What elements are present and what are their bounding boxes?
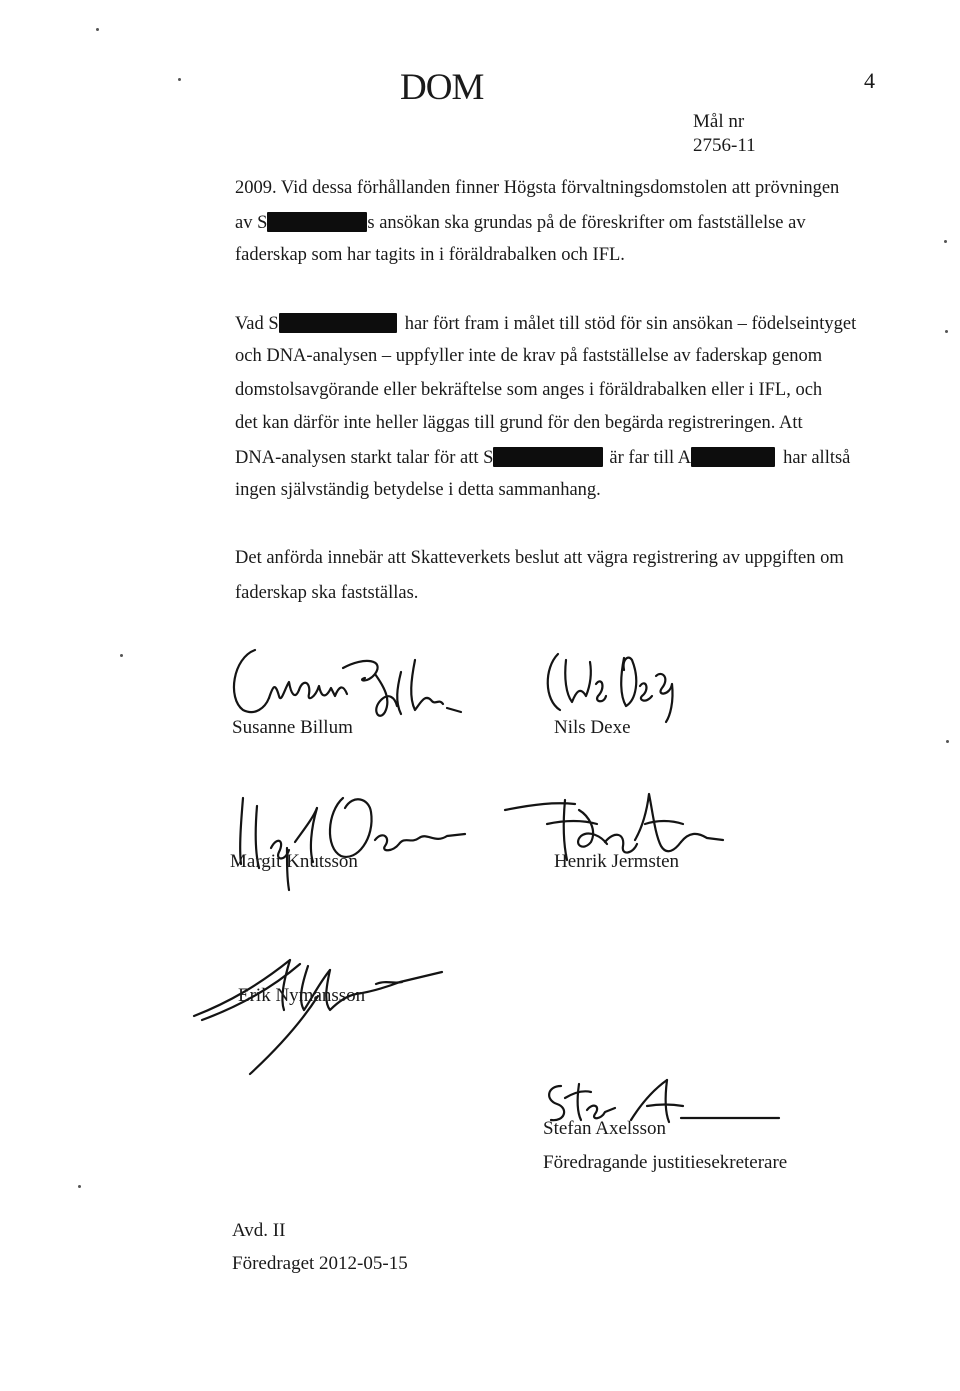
document-title: DOM (400, 67, 484, 108)
signatory-name-5: Erik Nymansson (238, 985, 366, 1006)
case-label: Mål nr (693, 111, 745, 132)
paragraph2-line2: och DNA-analysen – uppfyller inte de krav på fastställelse av faderskap genom (235, 346, 823, 366)
paragraph2-line1 (235, 313, 856, 335)
signature-nils-dexe (540, 640, 690, 720)
paragraph2-line4: det kan därför inte heller läggas till grund för den begärda registreringen. Att (235, 413, 803, 433)
paragraph1-line2 (235, 212, 806, 234)
paragraph2-line5 (235, 447, 850, 469)
scan-speck (78, 1185, 81, 1188)
case-number: 2756-11 (693, 135, 756, 156)
paragraph1-line2-end: s ansökan ska grundas på de föreskrifter om fastställelse av (367, 213, 806, 233)
scan-speck (944, 240, 947, 243)
signature-erik-nymansson (180, 940, 460, 1080)
redaction-bar (691, 447, 775, 467)
presented-date: Föredraget 2012-05-15 (232, 1253, 408, 1274)
signature-susanne-billum (225, 638, 495, 728)
division: Avd. II (232, 1220, 286, 1241)
paragraph2-line6: ingen självständig betydelse i detta sammanhang. (235, 480, 601, 500)
signatory-name-1: Susanne Billum (232, 717, 353, 738)
signatory-title-6: Föredragande justitiesekreterare (543, 1152, 788, 1173)
paragraph1-line2-start: av S (235, 213, 268, 233)
scan-speck (178, 78, 181, 81)
paragraph2-line5-end: har alltså (783, 448, 851, 468)
scan-speck (96, 28, 99, 31)
page-number: 4 (864, 68, 875, 93)
paragraph2-line1-end: har fört fram i målet till stöd för sin ansökan – födelseintyget (404, 314, 857, 334)
signatory-name-4: Henrik Jermsten (554, 851, 680, 872)
paragraph2-line3: domstolsavgörande eller bekräftelse som anges i föräldrabalken eller i IFL, och (235, 380, 823, 400)
signatory-name-3: Margit Knutsson (230, 851, 358, 872)
signatory-name-2: Nils Dexe (554, 717, 631, 738)
paragraph3-line1: Det anförda innebär att Skatteverkets beslut att vägra registrering av uppgiften om (235, 548, 844, 568)
signatory-name-6: Stefan Axelsson (543, 1118, 666, 1139)
paragraph3-line2: faderskap ska fastställas. (235, 583, 419, 603)
scan-speck (945, 330, 948, 333)
paragraph1-line1: 2009. Vid dessa förhållanden finner Högsta förvaltningsdomstolen att prövningen (235, 178, 840, 198)
paragraph2-line5-mid: är far till A (609, 448, 692, 468)
scan-speck (946, 740, 949, 743)
paragraph2-line5-start: DNA-analysen starkt talar för att S (235, 448, 494, 468)
scan-speck (120, 654, 123, 657)
paragraph1-line3: faderskap som har tagits in i föräldrabalken och IFL. (235, 245, 625, 265)
redaction-bar (279, 313, 397, 333)
redaction-bar (267, 212, 367, 232)
redaction-bar (493, 447, 603, 467)
paragraph2-line1-start: Vad S (235, 314, 279, 334)
case-number-block (693, 110, 756, 158)
